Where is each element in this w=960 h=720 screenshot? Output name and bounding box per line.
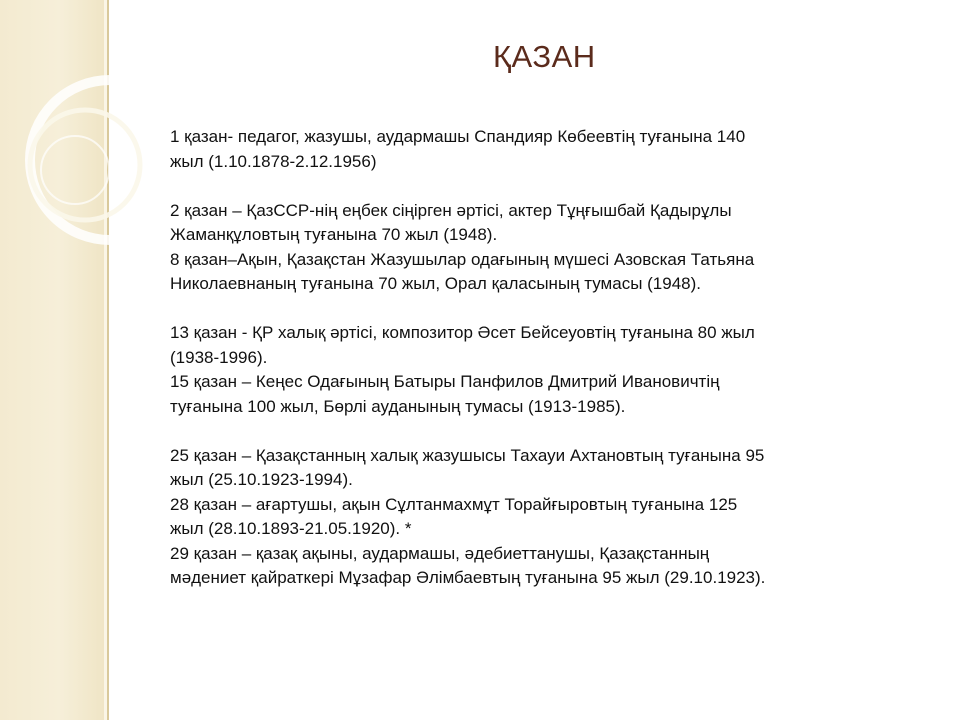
decor-arc-core xyxy=(41,136,109,204)
entry-line: 2 қазан – ҚазССР-нің еңбек сіңірген әртісі, актер Тұңғышбай Қадырұлы xyxy=(170,200,732,220)
entry-line: туғанына 100 жыл, Бөрлі ауданының тумасы (1913-1985). xyxy=(170,396,626,416)
entry-line: 8 қазан–Ақын, Қазақстан Жазушылар одағының мүшесі Азовская Татьяна xyxy=(170,249,755,269)
entry-line: 25 қазан – Қазақстанның халық жазушысы Тахауи Ахтановтың туғанына 95 xyxy=(170,445,765,465)
entry-line: 1 қазан- педагог, жазушы, аудармашы Спандияр Көбеевтің туғанына 140 xyxy=(170,127,746,146)
entry-line: (1938-1996). xyxy=(170,347,268,367)
entry-line: 15 қазан – Кеңес Одағының Батыры Панфилов Дмитрий Ивановичтің xyxy=(170,372,720,391)
entry-line: 28 қазан – ағартушы, ақын Сұлтанмахмұт Торайғыровтың туғанына 125 xyxy=(170,494,738,514)
entry-line: жыл (28.10.1893-21.05.1920). * xyxy=(170,519,412,538)
entry-line: Николаевнаның туғанына 70 жыл, Орал қаласының тумасы (1948). xyxy=(170,274,702,293)
entry-line: жыл (1.10.1878-2.12.1956) xyxy=(170,151,377,171)
entry-line: мәдениет қайраткері Мұзафар Әлімбаевтың туғанына 95 жыл (29.10.1923). xyxy=(170,568,766,587)
slide-content xyxy=(170,125,925,591)
entry-line: 13 қазан - ҚР халық әртісі, композитор Әсет Бейсеуовтің туғанына 80 жыл xyxy=(170,323,755,342)
entry-line: жыл (25.10.1923-1994). xyxy=(170,470,353,489)
entry-line: 29 қазан – қазақ ақыны, аудармашы, әдебиеттанушы, Қазақстанның xyxy=(170,543,710,563)
entry-line: Жаманқұловтың туғанына 70 жыл (1948). xyxy=(170,225,498,244)
slide-title: ҚАЗАН xyxy=(493,39,596,74)
